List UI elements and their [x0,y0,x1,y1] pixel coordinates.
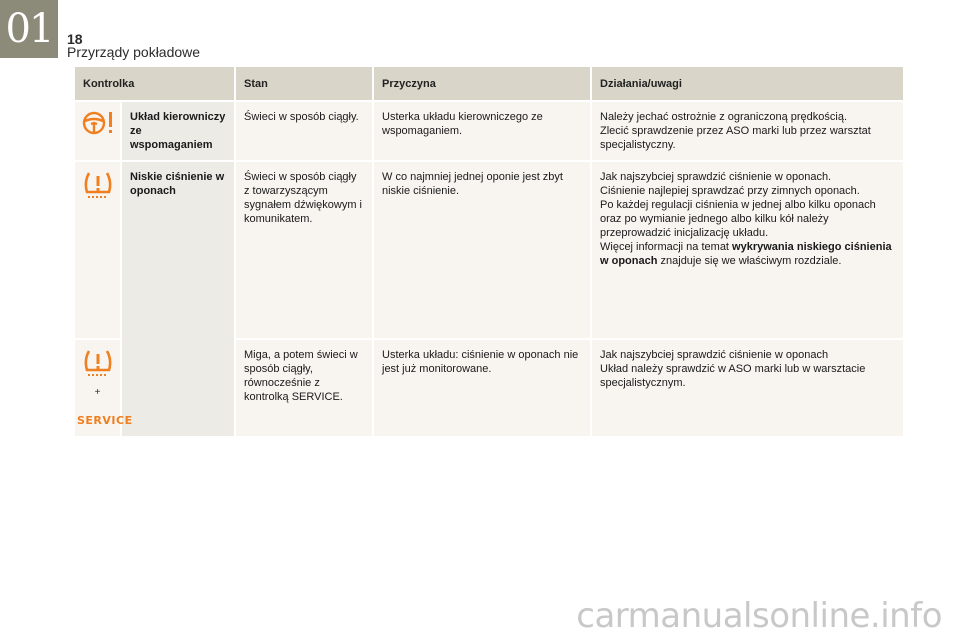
warning-state: Miga, a potem świeci w sposób ciągły, równocześnie z kontrolką SERVICE. [235,339,373,436]
table-row [75,161,903,339]
action-line: Jak najszybciej sprawdzić ciśnienie w oponach [600,349,829,361]
warning-cause: W co najmniej jednej oponie jest zbyt niskie ciśnienie. [373,161,591,339]
icon-cell [75,101,121,161]
warning-action [591,101,903,161]
warning-state: Świeci w sposób ciągły z towarzyszącym sygnałem dźwiękowym i komunikatem. [235,161,373,339]
action-line: Układ należy sprawdzić w ASO marki lub w warsztacie specjalistycznym. [600,363,866,389]
action-more-bold: wykrywania niskiego ciśnienia w oponach [600,241,892,267]
action-more-prefix: Więcej informacji na temat [600,241,733,253]
table-header-row [75,67,903,101]
column-header-stan: Stan [235,67,373,101]
warning-name: Niskie ciśnienie w oponach [121,161,235,436]
action-line: Ciśnienie najlepiej sprawdzać przy zimnych oponach. [600,185,860,197]
action-line: Należy jechać ostrożnie z ograniczoną prędkością. [600,111,848,123]
chapter-tab [0,0,58,58]
icon-cell [75,339,133,436]
service-warning-icon: SERVICE [77,414,133,427]
tyre-pressure-warning-icon [82,170,114,204]
icon-cell [75,161,121,339]
column-header-kontrolka: Kontrolka [75,67,235,101]
warning-cause: Usterka układu kierowniczego ze wspomaganiem. [373,101,591,161]
warning-name: Układ kierowniczy ze wspomaganiem [121,101,235,161]
column-header-przyczyna: Przyczyna [373,67,591,101]
warning-lights-table [75,67,903,436]
section-title: Przyrządy pokładowe [67,44,201,60]
plus-sign: + [94,387,101,398]
warning-state: Świeci w sposób ciągły. [235,101,373,161]
action-line: Po każdej regulacji ciśnienia w jednej albo kilku oponach oraz po wymianie jednego albo kilku kół należy przeprowadzić inicjalizację układu. [600,199,876,239]
warning-action [591,339,903,436]
warning-cause: Usterka układu: ciśnienie w oponach nie jest już monitorowane. [373,339,591,436]
tyre-pressure-warning-icon [82,348,114,382]
action-more-suffix: znajduje się we właściwym rozdziale. [657,255,842,267]
column-header-dzialania: Działania/uwagi [591,67,903,101]
warning-action [591,161,903,339]
power-steering-warning-icon [80,110,116,136]
page-number: 18 [67,31,83,47]
table-row [75,101,903,161]
chapter-number: 01 [5,6,53,52]
watermark: carmanualsonline.info [576,596,942,636]
action-line: Jak najszybciej sprawdzić ciśnienie w oponach. [600,171,832,183]
action-line-more [600,240,895,268]
action-line: Zlecić sprawdzenie przez ASO marki lub przez warsztat specjalistyczny. [600,125,871,151]
